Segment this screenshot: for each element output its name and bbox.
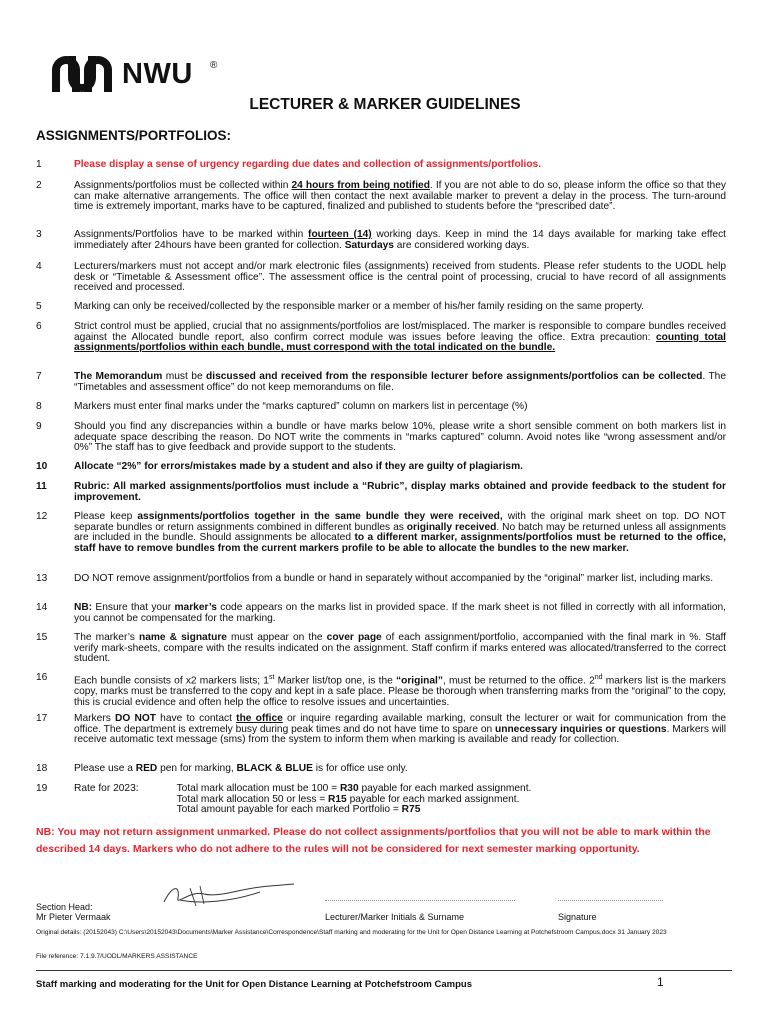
item-text: Please keep assignments/portfolios together in the same bundle they were received, with the original mark sheet on top. DO NOT separate bundles or return assignments combined in different bundles as originally received. No batch may be returned unless all assignments are included in the bundle. Should assignments be allocated to a different marker, assignments/portfolios must be returned to the office, staff have to remove bundles from the current markers profile to be able to allocate the bundles to the new marker. [74,511,727,554]
guideline-item [36,262,726,294]
original-details: Original details: (20152043) C:\Users\20152043\Documents\Marker Assistance\Correspondence\Staff marking and moderating for the Unit for Open Distance Learning at Potchefstroom Campus.docx 31 January 2023 [36,929,667,936]
rate-line: Total mark allocation 50 or less = R15 payable for each marked assignment. [176,793,520,805]
item-text: DO NOT remove assignment/portfolios from a bundle or hand in separately without accompanied by the “original” marker list, including marks. [74,573,714,584]
guideline-item [36,574,726,585]
item-text: Marking can only be received/collected by the responsible marker or a member of his/her family residing on the same property. [74,301,645,312]
nb-warning: NB: You may not return assignment unmarked. Please do not collect assignments/portfolios that you will not be able to mark within the described 14 days. Markers who do not adhere to the rules will not be considered for next semester marking opportunity. [36,826,711,855]
rate-label: Rate for 2023: [74,783,139,794]
signature-area [36,880,726,920]
nwu-logo [48,52,218,96]
guideline-item [36,230,726,251]
item-number: 4 [36,261,42,272]
item-number: 15 [36,632,48,643]
logo-text: NWU [122,57,193,90]
item-text: Please use a RED pen for marking, BLACK & BLUE is for office use only. [74,763,408,774]
item-number: 5 [36,301,42,312]
guideline-item [36,160,726,171]
item-number: 18 [36,763,48,774]
item-text: Please display a sense of urgency regarding due dates and collection of assignments/portfolios. [74,159,542,170]
item-number: 11 [36,481,47,492]
item-text: NB: Ensure that your marker’s code appears on the marks list in provided space. If the mark sheet is not filled in correctly with all information, you cannot be compensated for the marking. [74,602,726,624]
item-text: Assignments/Portfolios have to be marked within fourteen (14) working days. Keep in mind the 14 days available for marking take effect immediately after 24hours have been granted for collection. Saturdays are considered working days. [74,229,726,251]
file-reference: File reference: 7.1.9.7/UODL/MARKERS ASSISTANCE [36,953,198,960]
signature-label: Signature [558,912,597,922]
document-title: LECTURER & MARKER GUIDELINES [249,96,521,113]
item-number: 16 [36,672,48,683]
item-number: 7 [36,371,42,382]
item-text: Lecturers/markers must not accept and/or mark electronic files (assignments) received from students. Please refer students to the UODL help desk or “Timetable & Assessment office”. The assessment office is the central point of processing, crucial to have record of all assignments received and processed. [74,261,726,294]
item-number: 8 [36,401,42,412]
item-text: Markers DO NOT have to contact the office or inquire regarding available marking, consult the lecturer or wait for communication from the office. The department is extremely busy during peak times and do not have time to spare on unnecessary inquiries or questions. Markers will receive automatic text message (sms) from the system to inform them when marking is available and ready for collection. [74,713,726,746]
item-number: 14 [36,602,48,613]
nwu-emblem-icon [48,52,116,96]
guideline-item [36,512,726,554]
rate-lines [177,784,532,816]
item-text: Strict control must be applied, crucial that no assignments/portfolios are lost/misplaced. The marker is responsible to compare bundles received against the Allocated bundle report, also confirm correct module was issues before leaving the office. Extra precaution: counting total assignments/portfolios within each bundle, must correspond with the total indicated on the bundle. [74,321,726,354]
item-text: Should you find any discrepancies within a bundle or have marks below 10%, please write a short sensible comment on both markers list in adequate space describing the reason. Do NOT write the comments in “marks captured” column. Avoid notes like “wrong assessment and/or 0%” The staff has to give feedback and provide support to the students. [74,421,726,454]
guideline-item [36,764,726,775]
item-text: Allocate “2%” for errors/mistakes made by a student and also if they are guilty of plagiarism. [74,461,523,472]
guideline-item [36,402,726,413]
item-number: 1 [36,159,42,170]
rate-line: Total mark allocation must be 100 = R30 payable for each marked assignment. [176,783,532,794]
footer-divider [36,970,732,971]
item-number: 9 [36,421,42,432]
handwritten-signature [160,880,300,910]
item-number: 12 [36,511,48,522]
page-number: 1 [657,975,664,989]
guideline-item [36,322,726,354]
item-text: Each bundle consists of x2 markers lists; 1st Marker list/top one, is the “original”, must be returned to the office. 2nd markers list is the markers copy, marks must be transferred to the copy and kept in a safe place. Please be thorough when transferring marks from the “original” to the copy, this is crucial evidence and often help the office to resolve issues and uncertainties. [74,674,726,708]
item-number: 3 [36,229,42,240]
item-number: 17 [36,713,48,724]
guideline-item [36,181,726,213]
item-number: 13 [36,573,48,584]
guideline-item [36,714,726,746]
rate-line: Total amount payable for each marked Portfolio = R75 [176,804,421,816]
guideline-item [36,302,726,313]
item-text: Assignments/portfolios must be collected within 24 hours from being notified. If you are not able to do so, please inform the office so that they can make alternative arrangements. The office will then contact the next available marker to prevent a delay in the process. The turn-around time is extremely important, marks have to be captured, finalized and published to students before the “prescribed date”. [74,180,726,213]
guideline-item [36,603,726,624]
item-number: 2 [36,180,42,191]
section-head-label: Section Head: [36,902,93,912]
registered-mark: ® [210,60,218,71]
item-number: 19 [36,783,48,794]
item-text: Markers must enter final marks under the “marks captured” column on markers list in percentage (%) [74,401,528,412]
guideline-item [36,372,726,393]
item-text: The Memorandum must be discussed and received from the responsible lecturer before assignments/portfolios can be collected. The “Timetables and assessment office” do not keep memorandums on file. [74,371,727,393]
guideline-item [36,673,726,708]
signature-line [558,900,663,901]
item-number: 6 [36,321,42,332]
item-number: 10 [36,461,48,472]
item-text: Rubric: All marked assignments/portfolios must include a “Rubric”, display marks obtained and provide feedback to the student for improvement. [74,481,726,503]
initials-line [325,900,515,901]
guideline-item [36,462,726,473]
footer-text: Staff marking and moderating for the Unit for Open Distance Learning at Potchefstroom Campus [36,979,472,990]
item-text: The marker’s name & signature must appear on the cover page of each assignment/portfolio, accompanied with the final mark in %. Staff verify mark-sheets, compare with the results indicated on the assignment. Staff confirm if marks entered was allocated/transferred to the correct student. [74,632,726,665]
rate-section [36,784,531,816]
section-heading: ASSIGNMENTS/PORTFOLIOS: [36,128,232,143]
section-head-name: Mr Pieter Vermaak [36,912,111,922]
guideline-item [36,422,726,454]
guideline-item [36,482,726,503]
initials-label: Lecturer/Marker Initials & Surname [325,912,465,922]
guideline-item [36,633,726,665]
